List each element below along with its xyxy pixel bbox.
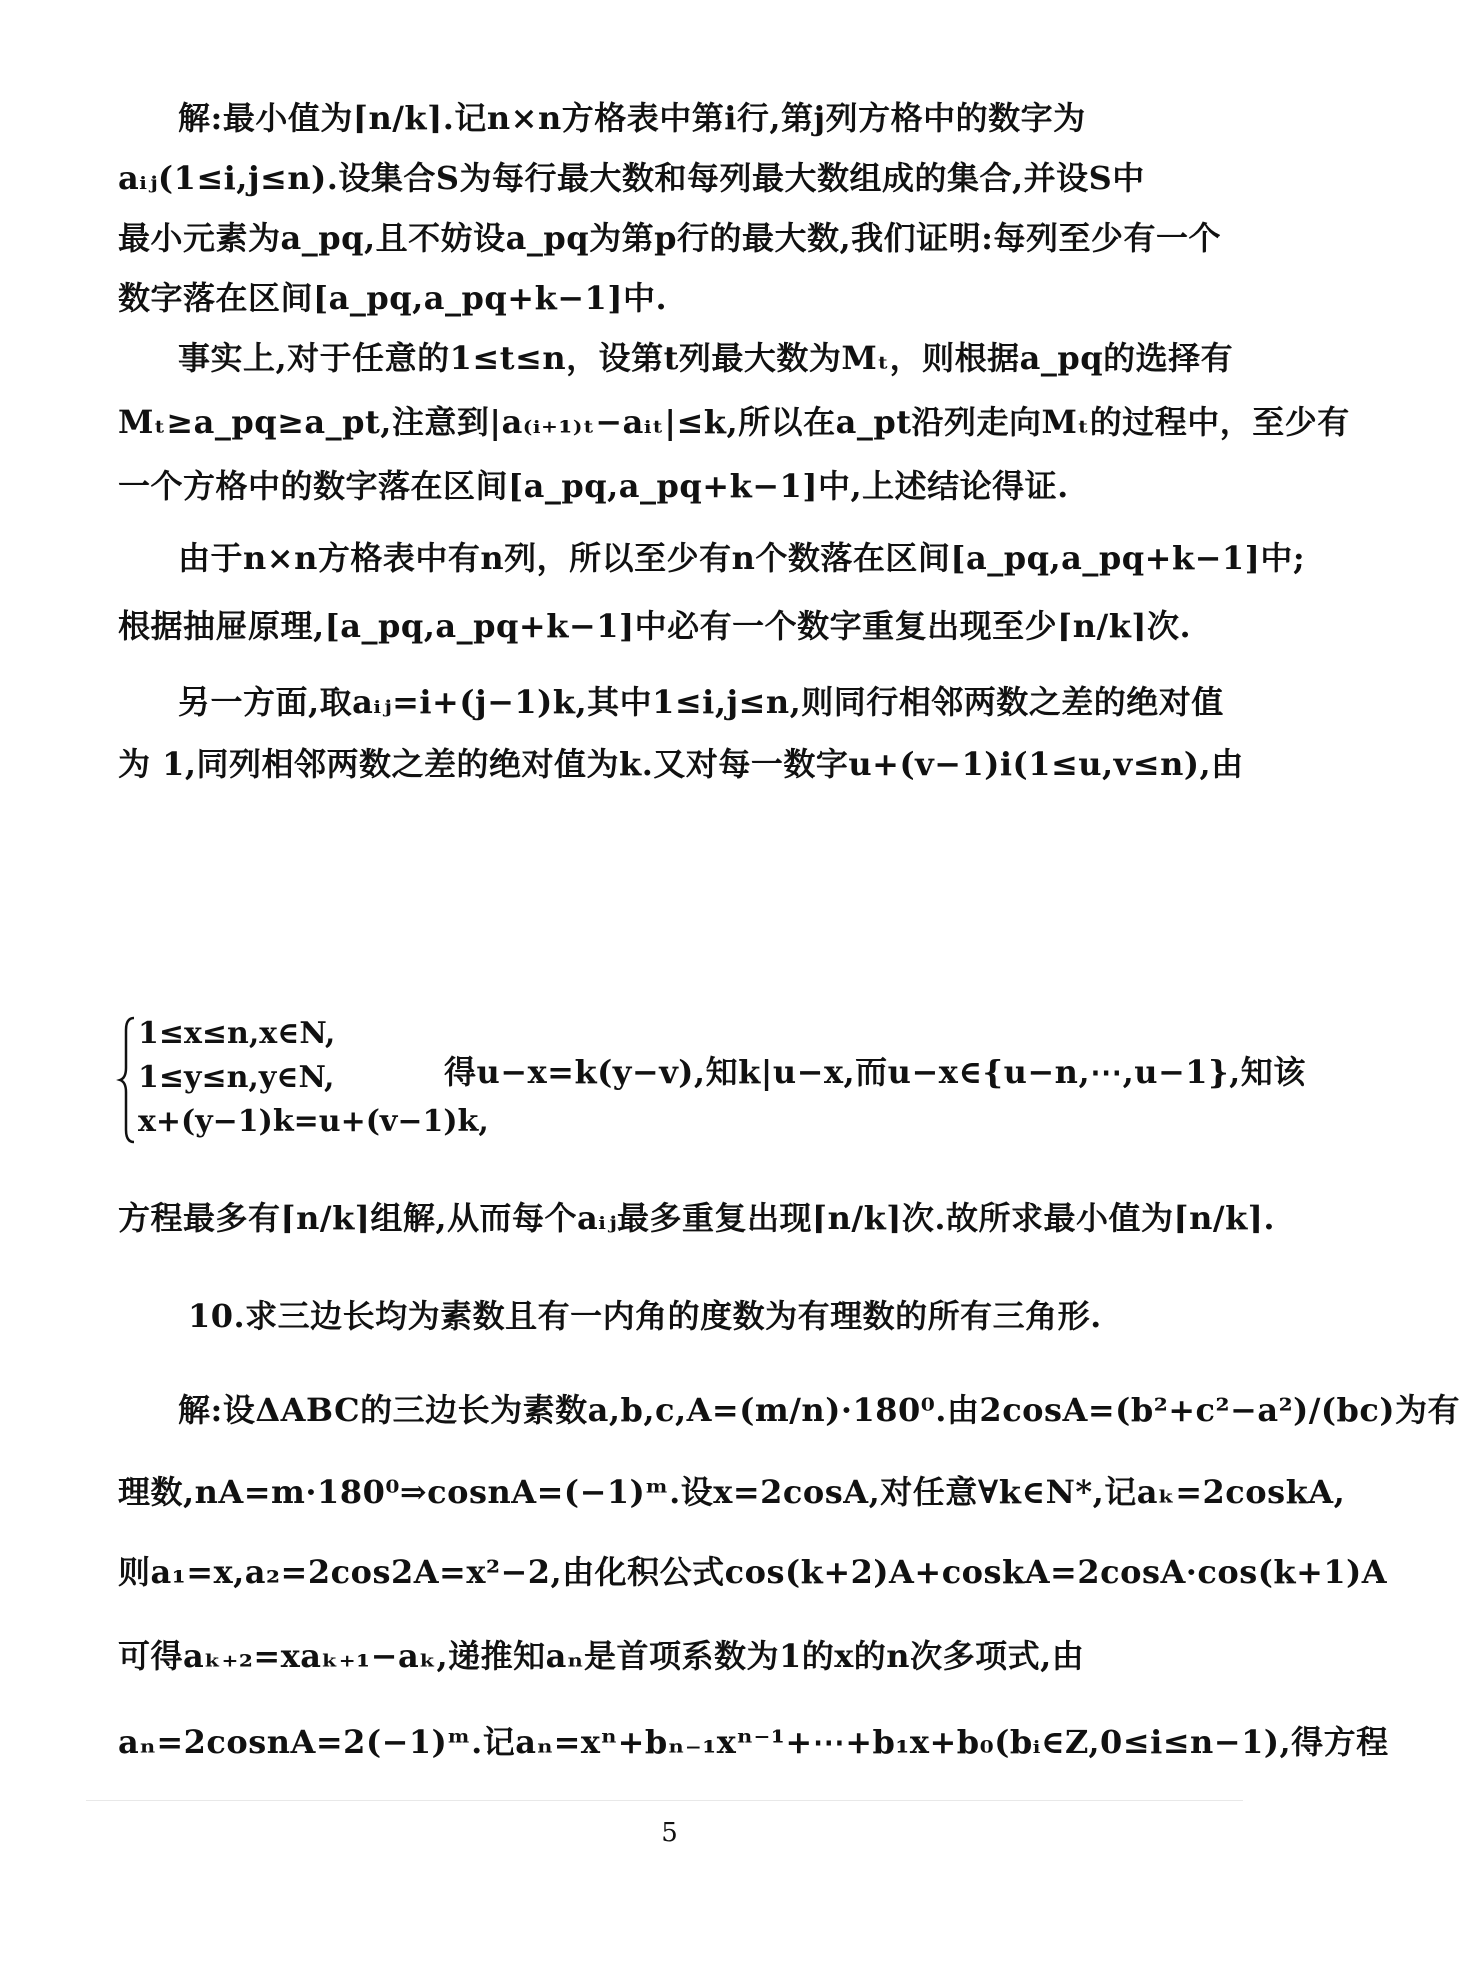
text-line-11: 为 1,同列相邻两数之差的绝对值为k.又对每一数字u+(v−1)i(1≤u,v≤n),由 [118, 745, 1244, 783]
text-line-9: 根据抽屉原理,[a_pq,a_pq+k−1]中必有一个数字重复出现至少⌈n/k⌉次. [118, 607, 1192, 645]
text-line-18: 可得aₖ₊₂=xaₖ₊₁−aₖ,递推知aₙ是首项系数为1的x的n次多项式,由 [118, 1637, 1085, 1675]
system-brace [118, 1016, 136, 1144]
text-line-12: 得u−x=k(y−v),知k|u−x,而u−x∈{u−n,⋯,u−1},知该 [444, 1053, 1306, 1091]
text-line-13: 方程最多有⌈n/k⌉组解,从而每个aᵢⱼ最多重复出现⌈n/k⌉次.故所求最小值为⌈n/k⌉. [118, 1199, 1276, 1237]
text-line-17: 则a₁=x,a₂=2cos2A=x²−2,由化积公式cos(k+2)A+coskA=2cosA·cos(k+1)A [118, 1553, 1388, 1591]
text-line-3: 最小元素为a_pq,且不妨设a_pq为第p行的最大数,我们证明:每列至少有一个 [118, 219, 1221, 257]
text-line-2: aᵢⱼ(1≤i,j≤n).设集合S为每行最大数和每列最大数组成的集合,并设S中 [118, 159, 1145, 197]
text-line-4: 数字落在区间[a_pq,a_pq+k−1]中. [118, 279, 668, 317]
text-line-1: 解:最小值为⌈n/k⌉.记n×n方格表中第i行,第j列方格中的数字为 [178, 99, 1086, 137]
page-divider [86, 1800, 1243, 1801]
system-eq-2: 1≤y≤n,y∈N, [138, 1060, 335, 1095]
text-line-16: 理数,nA=m·180⁰⇒cosnA=(−1)ᵐ.设x=2cosA,对任意∀k∈N*,记aₖ=2coskA, [118, 1473, 1346, 1511]
page-number: 5 [661, 1818, 678, 1848]
text-line-19: aₙ=2cosnA=2(−1)ᵐ.记aₙ=xⁿ+bₙ₋₁xⁿ⁻¹+⋯+b₁x+b₀(bᵢ∈Z,0≤i≤n−1),得方程 [118, 1723, 1389, 1761]
text-line-8: 由于n×n方格表中有n列，所以至少有n个数落在区间[a_pq,a_pq+k−1]中; [178, 539, 1306, 577]
text-line-5: 事实上,对于任意的1≤t≤n，设第t列最大数为Mₜ，则根据a_pq的选择有 [178, 339, 1234, 377]
text-line-10: 另一方面,取aᵢⱼ=i+(j−1)k,其中1≤i,j≤n,则同行相邻两数之差的绝对值 [178, 683, 1224, 721]
system-eq-3: x+(y−1)k=u+(v−1)k, [138, 1104, 489, 1139]
problem-10-heading: 10.求三边长均为素数且有一内角的度数为有理数的所有三角形. [188, 1297, 1102, 1335]
text-line-15: 解:设ΔABC的三边长为素数a,b,c,A=(m/n)·180⁰.由2cosA=(b²+c²−a²)/(bc)为有 [178, 1391, 1460, 1429]
system-eq-1: 1≤x≤n,x∈N, [138, 1016, 336, 1051]
text-line-6: Mₜ≥a_pq≥a_pt,注意到|a₍ᵢ₊₁₎ₜ−aᵢₜ|≤k,所以在a_pt沿列走向Mₜ的过程中，至少有 [118, 403, 1350, 441]
text-line-7: 一个方格中的数字落在区间[a_pq,a_pq+k−1]中,上述结论得证. [118, 467, 1069, 505]
